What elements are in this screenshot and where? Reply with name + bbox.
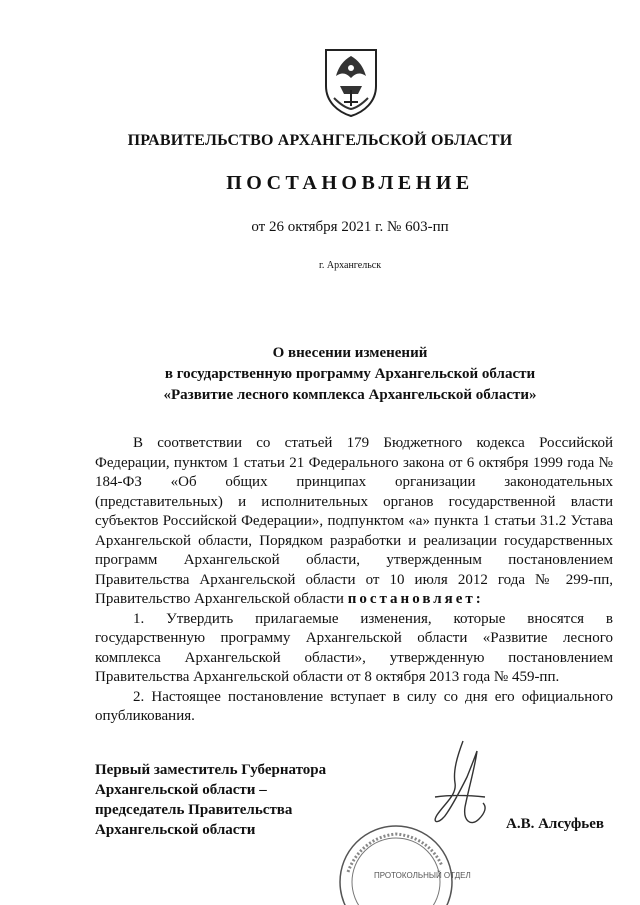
position-line: Архангельской области – [95,782,267,798]
body-paragraph: 2. Настоящее постановление вступает в силу со дня его официального опубликования. [95,688,613,724]
official-stamp [334,820,471,905]
coat-of-arms-icon [322,46,380,118]
signatory-position [95,760,326,840]
organization-name: ПРАВИТЕЛЬСТВО АРХАНГЕЛЬСКОЙ ОБЛАСТИ [127,132,513,149]
decree-word: постановляет: [347,591,484,607]
title-line: в государственную программу Архангельской области [164,366,536,382]
title-line: «Развитие лесного комплекса Архангельской области» [163,387,537,403]
document-body [95,434,613,727]
body-paragraph: 1. Утвердить прилагаемые изменения, которые вносятся в государственную программу Архангельской области «Развитие лесного комплекса Архангельской области», утвержденную постановлением Правительства Архангельской области от 8 октября 2013 года № 459-пп. [95,610,613,685]
paragraph-text: В соответствии со статьей 179 Бюджетного кодекса Российской Федерации, пунктом 1 статьи 21 Федерального закона от 6 октября 1999 года № 184-ФЗ «Об общих принципах организации законодательных (представительных) и исполнительных органов государственной власти субъектов Российской Федерации», подпунктом «а» пункта 1 статьи 31.2 Устава Архангельской области, Порядком разработки и реализации государственных программ Архангельской области, утвержденным постановлением Правительства Архангельской области от 10 июля 2012 года № 299-пп, Правительство Архангельской области [95,435,613,607]
stamp-text: ПРОТОКОЛЬНЫЙ ОТДЕЛ [374,871,471,880]
document-title [0,343,640,406]
document-date-number: от 26 октября 2021 г. № 603-пп [251,219,449,235]
position-line: председатель Правительства [95,802,293,818]
position-line: Первый заместитель Губернатора [95,762,327,778]
body-paragraph [95,434,613,610]
signer-name: А.В. Алсуфьев [506,816,604,832]
title-line: О внесении изменений [272,345,428,361]
document-type: ПОСТАНОВЛЕНИЕ [226,172,474,194]
position-line: Архангельской области [95,822,256,838]
document-city: г. Архангельск [318,260,382,271]
